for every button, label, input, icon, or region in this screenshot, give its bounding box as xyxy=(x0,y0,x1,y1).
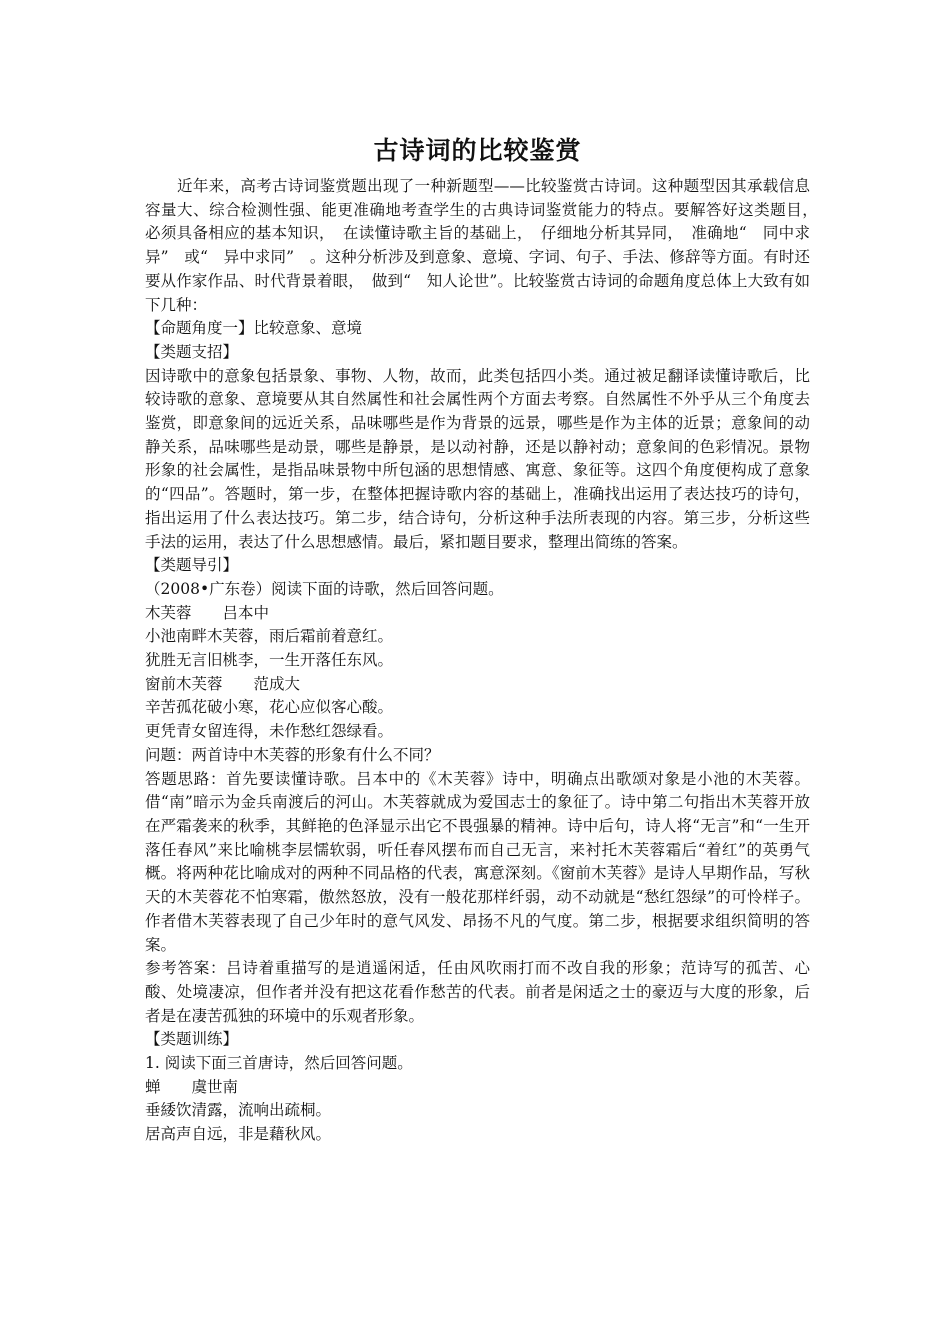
training-question-1: 1. 阅读下面三首唐诗，然后回答问题。 xyxy=(145,1054,413,1073)
tips-body: 因诗歌中的意象包括景象、事物、人物，故而，此类包括四小类。通过被足翻译读懂诗歌后，比较诗歌的意象、意境要从其自然属性和社会属性两个方面去考察。自然属性不外乎从三个角度去鉴赏，即意象间的远近关系，品味哪些是作为背景的远景，哪些是作为主体的近景；意象间的动静关系，品味哪些是动景，哪些是静景，是以动衬静，还是以静衬动；意象间的色彩情况。景物形象的社会属性，是指品味景物中所包涵的思想情感、寓意、象征等。这四个角度便构成了意象的“四品”。答题时，第一步，在整体把握诗歌内容的基础上，准确找出运用了表达技巧的诗句，指出运用了什么表达技巧。第二步，结合诗句，分析这种手法所表现的内容。第三步，分析这些手法的运用，表达了什么思想感情。最后，紧扣题目要求，整理出简练的答案。 xyxy=(145,366,810,551)
poem2-line2: 更凭青女留连得，未作愁红怨绿看。 xyxy=(145,722,394,741)
training-heading: 【类题训练】 xyxy=(145,1030,239,1049)
document-page xyxy=(145,133,826,1147)
reference-answer: 参考答案：吕诗着重描写的是逍遥闲适，任由风吹雨打而不改自我的形象；范诗写的孤苦、心酸、处境凄凉，但作者并没有把这花看作愁苦的代表。前者是闲适之士的豪迈与大度的形象，后者是在凄苦孤独的环境中的乐观者形象。 xyxy=(145,959,810,1025)
poem2-line1: 辛苦孤花破小寒，花心应似客心酸。 xyxy=(145,698,394,717)
tips-heading: 【类题支招】 xyxy=(145,342,239,361)
poem3-title: 蝉 虞世南 xyxy=(145,1077,239,1096)
angle1-heading: 【命题角度一】比较意象、意境 xyxy=(145,319,363,338)
poem1-title: 木芙蓉 吕本中 xyxy=(145,603,270,622)
document-title: 古诗词的比较鉴赏 xyxy=(373,136,582,165)
poem2-title: 窗前木芙蓉 范成大 xyxy=(145,674,301,693)
poem3-line2: 居高声自远，非是藉秋风。 xyxy=(145,1125,332,1144)
poem3-line1: 垂緌饮清露，流响出疏桐。 xyxy=(145,1101,332,1120)
poem1-line2: 犹胜无言旧桃李，一生开落任东风。 xyxy=(145,651,394,670)
guide-source: （2008•广东卷）阅读下面的诗歌，然后回答问题。 xyxy=(145,579,504,598)
question: 问题：两首诗中木芙蓉的形象有什么不同？ xyxy=(145,745,440,764)
answer-thinking: 答题思路：首先要读懂诗歌。吕本中的《木芙蓉》诗中，明确点出歌颂对象是小池的木芙蓉。借“南”暗示为金兵南渡后的河山。木芙蓉就成为爱国志士的象征了。诗中第二句指出木芙蓉开放在严霜袭来的秋季，其鲜艳的色泽显示出它不畏强暴的精神。诗中后句，诗人将“无言”和“一生开落任春风”来比喻桃李层懦软弱，听任春风摆布而自己无言，来衬托木芙蓉霜后“着红”的英勇气概。将两种花比喻成对的两种不同品格的代表，寓意深刻。《窗前木芙蓉》是诗人早期作品，写秋天的木芙蓉花不怕寒霜，傲然怒放，没有一般花那样纤弱，动不动就是“愁红怨绿”的可怜样子。作者借木芙蓉表现了自己少年时的意气风发、昂扬不凡的气度。第二步，根据要求组织简明的答案。 xyxy=(145,769,810,954)
poem1-line1: 小池南畔木芙蓉，雨后霜前着意红。 xyxy=(145,627,394,646)
guide-heading: 【类题导引】 xyxy=(145,556,239,575)
intro-paragraph: 近年来，高考古诗词鉴赏题出现了一种新题型——比较鉴赏古诗词。这种题型因其承载信息容量大、综合检测性强、能更准确地考查学生的古典诗词鉴赏能力的特点。要解答好这类题目， 必须具备相应的基本知识， 在读懂诗歌主旨的基础上， 仔细地分析其异同， 准确地“ 同中求异” 或“ 异中求同” 。这种分析涉及到意象、意境、字词、句子、手法、修辞等方面。有时还要从作家作品、时代背景着眼， 做到“ 知人论世”。比较鉴赏古诗词的命题角度总体上大致有如下几种： xyxy=(145,177,826,314)
